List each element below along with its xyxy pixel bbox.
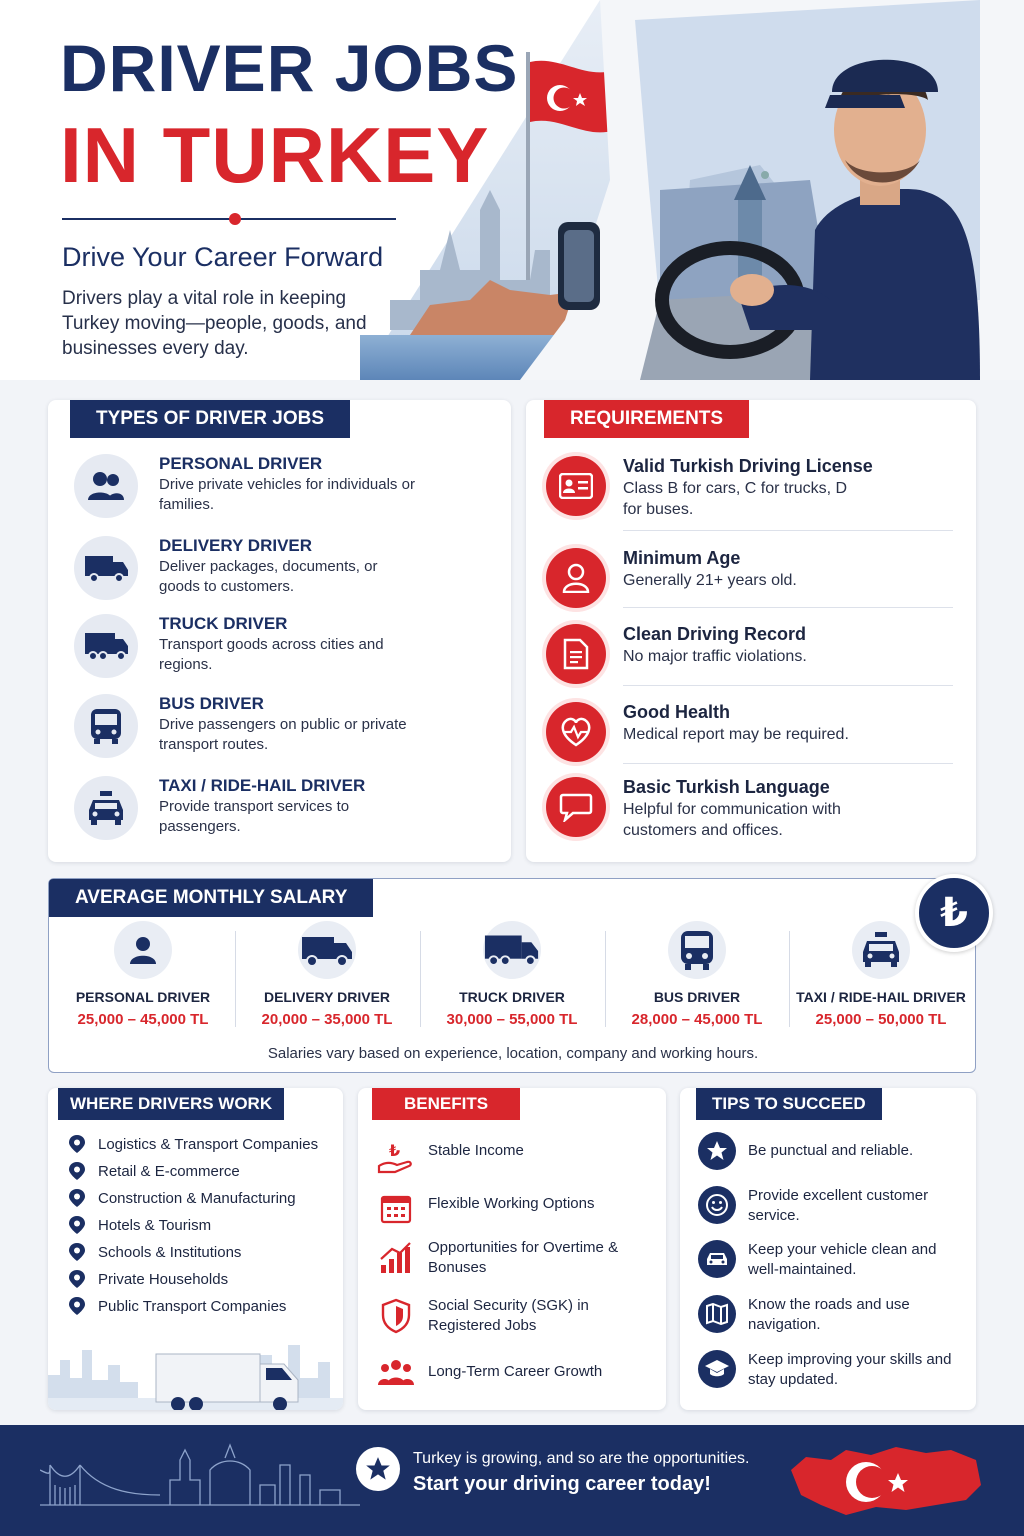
salary-job-name: TAXI / RIDE-HAIL DRIVER [796,989,966,1005]
benefit-text: Flexible Working Options [428,1195,595,1212]
car-icon [698,1240,736,1278]
req-desc: Helpful for communication with customers and offices. [623,801,841,839]
chat-bubble-icon [546,777,606,837]
person-icon [546,548,606,608]
req-license [546,456,956,526]
smile-icon [698,1186,736,1224]
bus-icon [668,921,726,979]
salary-job-name: DELIVERY DRIVER [263,989,391,1005]
map-pin-icon [68,1242,86,1262]
job-title: TRUCK DRIVER [159,614,288,633]
person-icon [114,921,172,979]
footer-line2: Start your driving career today! [413,1473,711,1495]
hero-subtitle: Drive Your Career Forward [62,242,384,272]
tips-heading: TIPS TO SUCCEED [696,1088,882,1120]
hero-title-line1: DRIVER JOBS [60,31,519,105]
tip-text: Know the roads and use navigation. [748,1296,910,1333]
benefit-item [376,1352,656,1392]
job-bus [74,694,514,764]
calendar-icon [376,1188,416,1228]
hero-description: Drivers play a vital role in keeping Turkey moving—people, goods, and businesses every day. [62,288,367,359]
divider-dot [229,213,241,225]
salary-job-name: TRUCK DRIVER [459,989,565,1005]
job-title: PERSONAL DRIVER [159,454,323,473]
req-title: Valid Turkish Driving License [623,456,873,476]
salary-job-name: BUS DRIVER [653,989,741,1005]
van-icon [298,921,356,979]
salary-range: 28,000 – 45,000 TL [631,1011,763,1028]
footer-line1: Turkey is growing, and so are the opportunities. [413,1450,750,1467]
truck-icon [483,921,541,979]
req-desc: Class B for cars, C for trucks, D for buses. [623,480,848,518]
document-icon [546,624,606,684]
req-desc: No major traffic violations. [623,648,807,665]
salary-range: 25,000 – 50,000 TL [815,1011,947,1028]
job-desc: Transport goods across cities and regions. [159,636,384,673]
job-personal [74,454,514,524]
star-icon [698,1132,736,1170]
tip-item [698,1295,968,1339]
job-desc: Drive private vehicles for individuals or families. [159,476,415,513]
salary-bus [605,921,789,1031]
tip-text: Be punctual and reliable. [748,1142,914,1159]
salary-range: 25,000 – 45,000 TL [77,1011,209,1028]
req-language [546,777,956,847]
req-health [546,702,956,762]
req-divider [623,763,953,764]
van-icon [74,536,138,600]
turkey-map-flag-icon [786,1435,986,1525]
job-title: DELIVERY DRIVER [159,536,313,555]
benefit-text: Social Security (SGK) in Registered Jobs [428,1297,589,1334]
people-icon [74,454,138,518]
team-icon [376,1352,416,1392]
bus-icon [74,694,138,758]
footer-banner [0,1425,1024,1536]
job-title: TAXI / RIDE-HAIL DRIVER [159,776,366,795]
job-delivery [74,536,514,606]
tips-card [680,1088,976,1410]
requirements-heading: REQUIREMENTS [544,400,749,438]
job-taxi [74,776,514,846]
tip-text: Keep your vehicle clean and well-maintained. [748,1241,937,1278]
lira-hand-icon [376,1138,416,1178]
salary-heading: AVERAGE MONTHLY SALARY [49,879,373,917]
tip-text: Provide excellent customer service. [748,1187,929,1224]
req-divider [623,607,953,608]
req-desc: Generally 21+ years old. [623,572,797,589]
map-pin-icon [68,1215,86,1235]
star-icon [356,1447,400,1491]
skyline-illustration [40,1440,360,1530]
types-heading: TYPES OF DRIVER JOBS [70,400,350,438]
req-divider [623,685,953,686]
req-divider [623,530,953,531]
salary-truck [420,921,604,1031]
tip-item [698,1350,968,1394]
req-title: Good Health [623,702,730,722]
salary-range: 20,000 – 35,000 TL [261,1011,393,1028]
lira-icon: ₺ [915,874,993,952]
map-pin-icon [68,1161,86,1181]
benefit-item [376,1188,656,1228]
map-pin-icon [68,1188,86,1208]
hero-section [0,0,1024,380]
benefit-item [376,1238,656,1282]
types-card [48,400,511,862]
salary-job-name: PERSONAL DRIVER [75,989,211,1005]
req-record [546,624,956,684]
hero-title-line2: IN TURKEY [60,111,490,199]
id-card-icon [546,456,606,516]
heart-pulse-icon [546,702,606,762]
tip-item [698,1186,968,1230]
salary-delivery [235,921,419,1031]
tip-item [698,1240,968,1284]
req-title: Basic Turkish Language [623,777,830,797]
map-pin-icon [68,1269,86,1289]
job-truck [74,614,514,684]
req-desc: Medical report may be required. [623,726,849,743]
benefits-heading: BENEFITS [372,1088,520,1120]
tip-item [698,1132,968,1172]
benefit-text: Opportunities for Overtime & Bonuses [428,1239,619,1276]
map-pin-icon [68,1134,86,1154]
taxi-icon [852,921,910,979]
svg-text:₺: ₺ [389,1141,401,1160]
benefit-item [376,1138,656,1178]
taxi-icon [74,776,138,840]
job-title: BUS DRIVER [159,694,264,713]
where-heading: WHERE DRIVERS WORK [58,1088,284,1120]
benefit-text: Stable Income [428,1142,524,1159]
growth-chart-icon [376,1238,416,1278]
salary-range: 30,000 – 55,000 TL [446,1011,578,1028]
salary-section [48,878,976,1073]
job-desc: Deliver packages, documents, or goods to customers. [159,558,378,595]
benefit-text: Long-Term Career Growth [428,1363,603,1380]
requirements-card [526,400,976,862]
benefits-card [358,1088,666,1410]
tip-text: Keep improving your skills and stay updated. [748,1351,952,1388]
job-desc: Drive passengers on public or private transport routes. [159,716,407,753]
benefit-item [376,1296,656,1340]
truck-icon [74,614,138,678]
salary-note: Salaries vary based on experience, location, company and working hours. [267,1045,759,1062]
city-truck-illustration [48,1320,343,1410]
map-icon [698,1295,736,1333]
req-title: Minimum Age [623,548,741,568]
job-desc: Provide transport services to passengers. [159,798,350,835]
req-title: Clean Driving Record [623,624,807,644]
map-pin-icon [68,1296,86,1316]
salary-personal [51,921,235,1031]
where-card: WHERE DRIVERS WORK Logistics & Transport Companies Retail & E-commerce Construction & Manufacturing Hotels & Tourism Schools & Institutions Private Households Public Transport Companies [48,1088,343,1410]
shield-icon [376,1296,416,1336]
graduation-cap-icon [698,1350,736,1388]
req-age [546,548,956,608]
